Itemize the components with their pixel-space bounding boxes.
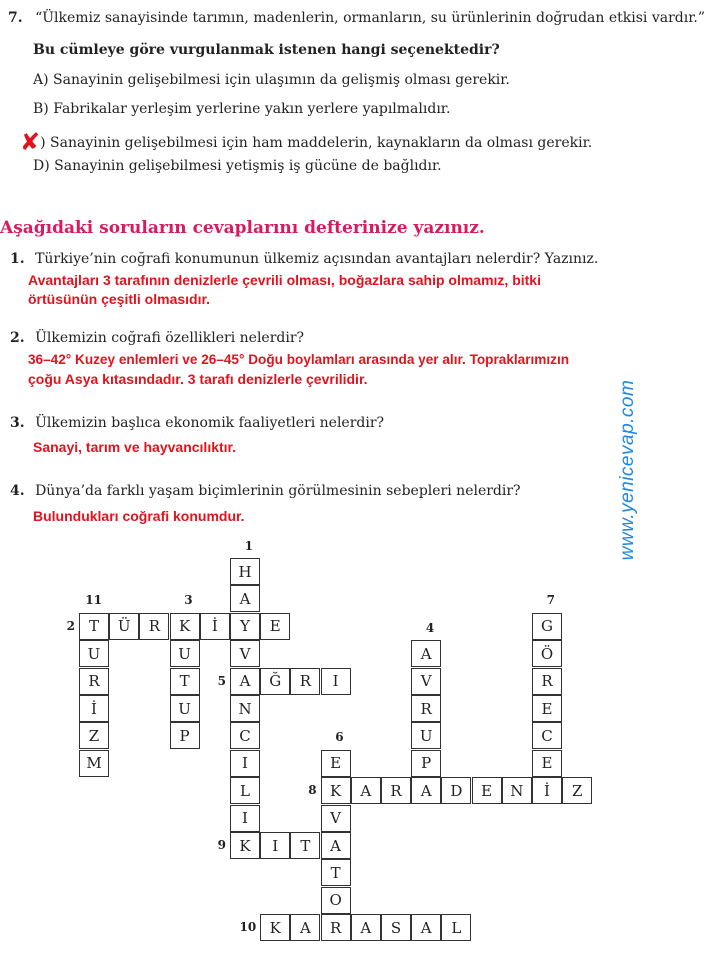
crossword-cell: E [472,777,502,804]
crossword-cell: T [79,613,109,640]
crossword-clue-number: 11 [85,593,102,608]
crossword-cell: A [290,914,320,941]
answer-2-line-2: çoğu Asya kıtasındadır. 3 tarafı denizlerle çevrilidir. [28,371,368,387]
crossword-clue-number: 1 [244,538,253,553]
crossword-cell: Y [230,613,260,640]
crossword-cell: Ü [109,613,139,640]
crossword-cell: K [170,613,200,640]
crossword-clue-number: 3 [184,593,193,608]
crossword-cell: U [411,722,441,749]
crossword-cell: T [321,859,351,886]
crossword-cell: I [230,805,260,832]
crossword-cell: K [260,914,290,941]
answer-4: Bulundukları coğrafi konumdur. [33,508,245,524]
crossword-cell: V [230,640,260,667]
crossword-cell: A [411,777,441,804]
question-text: Ülkemizin coğrafi özellikleri nelerdir? [35,330,305,346]
answer-2-line-1: 36–42° Kuzey enlemleri ve 26–45° Doğu boylamları arasında yer alır. Topraklarımızın [28,352,570,367]
crossword-clue-number: 7 [546,593,555,608]
crossword-clue-number: 2 [66,618,75,633]
crossword-cell: R [411,695,441,722]
crossword-cell: L [230,777,260,804]
crossword-cell: Ö [532,640,562,667]
crossword-cell: Ğ [260,668,290,695]
option-a[interactable]: A) Sanayinin gelişebilmesi için ulaşımın da gelişmiş olması gerekir. [33,72,510,88]
option-d[interactable]: D) Sanayinin gelişebilmesi yetişmiş iş gücüne de bağlıdır. [33,158,442,174]
question-number: 1. [10,251,25,267]
crossword-cell: E [321,750,351,777]
question-1 [10,251,598,267]
crossword-clue-number: 8 [308,783,317,798]
crossword-cell: H [230,558,260,585]
question-quote: “Ülkemiz sanayisinde tarımın, madenlerin, ormanların, su ürünlerinin doğrudan etkisi vardır.” [35,10,705,26]
crossword-cell: R [321,914,351,941]
crossword-cell: A [351,777,381,804]
question-4 [10,483,521,499]
crossword-cell: U [170,640,200,667]
crossword-cell: R [290,668,320,695]
option-b[interactable]: B) Fabrikalar yerleşim yerlerine yakın yerlere yapılmalıdır. [33,101,451,117]
question-number: 7. [8,10,23,26]
crossword-cell: T [170,668,200,695]
crossword-clue-number: 10 [239,920,257,935]
question-text: Türkiye’nin coğrafi konumunun ülkemiz açısından avantajları nelerdir? Yazınız. [35,251,599,267]
crossword-cell: T [290,832,320,859]
question-3 [10,415,384,431]
crossword-cell: O [321,887,351,914]
crossword-cell: İ [532,777,562,804]
crossword-cell: R [139,613,169,640]
crossword-cell: G [532,613,562,640]
crossword-cell: A [351,914,381,941]
crossword-cell: N [230,695,260,722]
crossword-cell: P [411,750,441,777]
crossword-cell: A [230,585,260,612]
crossword-cell: İ [200,613,230,640]
crossword-cell: V [321,805,351,832]
selected-cross-icon: ✘ [20,128,41,156]
question-7 [8,10,705,26]
answer-1-line-2: örtüsünün çeşitli olmasıdır. [28,291,211,307]
crossword-cell: S [381,914,411,941]
crossword-cell: E [532,750,562,777]
crossword-clue-number: 5 [217,673,226,688]
question-number: 4. [10,483,25,499]
crossword-cell: U [79,640,109,667]
crossword-cell: M [79,750,109,777]
crossword-cell: V [411,668,441,695]
crossword-cell: L [441,914,471,941]
crossword-cell: E [260,613,290,640]
crossword-cell: C [532,722,562,749]
crossword-cell: R [79,668,109,695]
answer-3: Sanayi, tarım ve hayvancılıktır. [33,439,237,455]
crossword-clue-number: 6 [335,730,344,745]
crossword-cell: D [441,777,471,804]
watermark: www.yenicevap.com [617,379,638,561]
crossword-cell: E [532,695,562,722]
section-title: Aşağıdaki soruların cevaplarını defterinize yazınız. [0,218,485,238]
crossword-cell: R [532,668,562,695]
question-2 [10,330,304,346]
crossword-cell: I [321,668,351,695]
crossword-clue-number: 4 [425,620,435,635]
question-number: 2. [10,330,25,346]
crossword-cell: Z [562,777,592,804]
crossword-cell: A [411,914,441,941]
option-c-text: ) Sanayinin gelişebilmesi için ham maddelerin, kaynakların da olması gerekir. [40,135,593,151]
answer-1-line-1: Avantajları 3 tarafının denizlerle çevrili olması, boğazlara sahip olmamız, bitki [28,272,541,288]
crossword-cell: C [230,722,260,749]
crossword-cell: A [411,640,441,667]
question-number: 3. [10,415,25,431]
crossword-cell: K [230,832,260,859]
question-text: Dünya’da farklı yaşam biçimlerinin görülmesinin sebepleri nelerdir? [35,483,521,499]
crossword-cell: A [230,668,260,695]
question-text: Ülkemizin başlıca ekonomik faaliyetleri nelerdir? [35,415,385,431]
crossword-cell: Z [79,722,109,749]
crossword-cell: U [170,695,200,722]
crossword-cell: I [230,750,260,777]
crossword-clue-number: 9 [217,838,226,852]
crossword-cell: P [170,722,200,749]
option-c[interactable] [20,128,592,156]
crossword-cell: I [260,832,290,859]
crossword-cell: K [321,777,351,804]
crossword-cell: R [381,777,411,804]
crossword-cell: N [502,777,532,804]
question-prompt: Bu cümleye göre vurgulanmak istenen hangi seçenektedir? [33,42,500,58]
crossword-cell: A [321,832,351,859]
crossword-cell: İ [79,695,109,722]
